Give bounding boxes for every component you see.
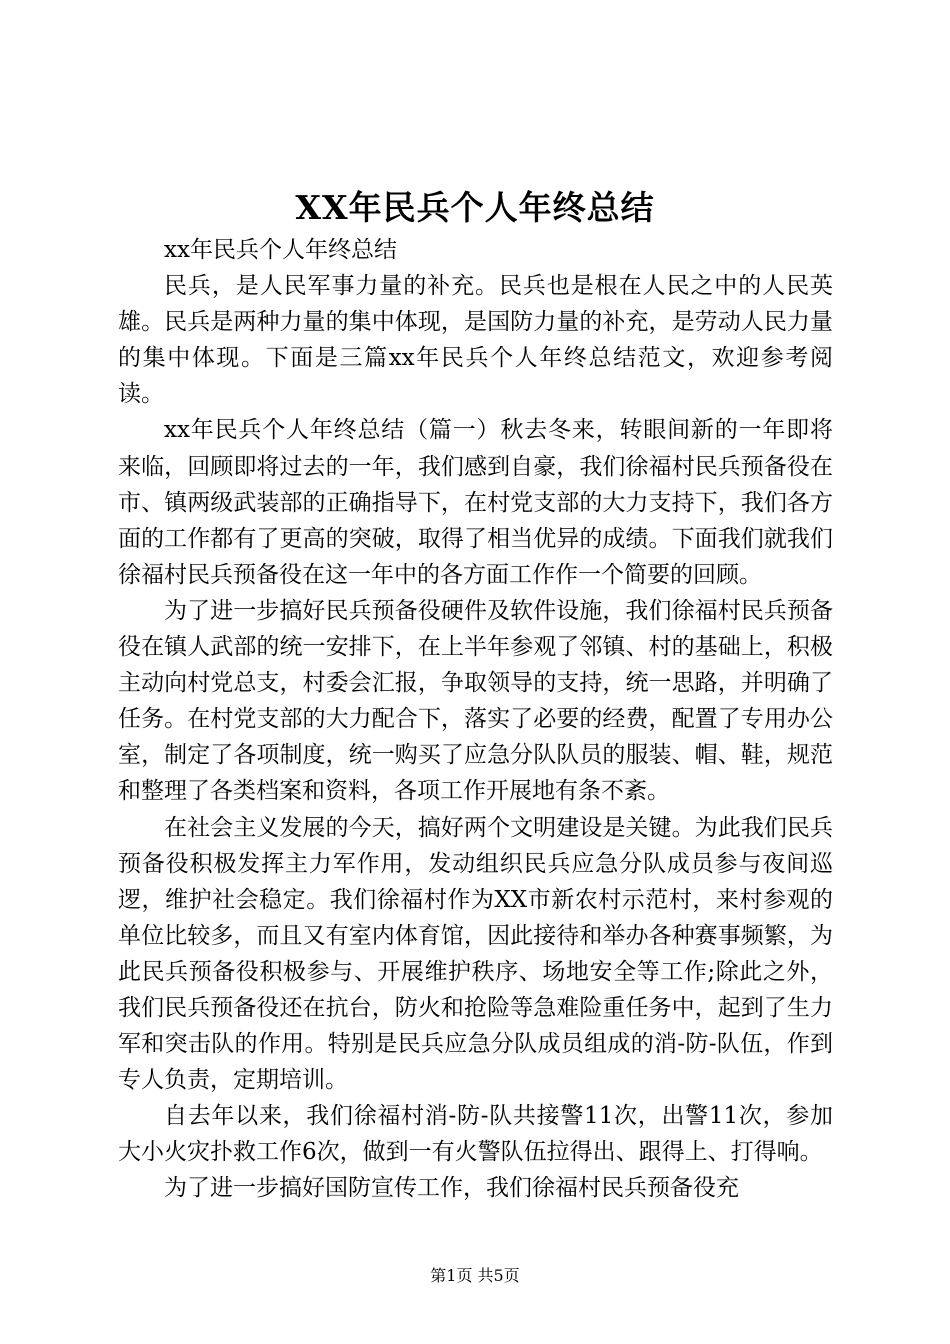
paragraph-facilities: 为了进一步搞好民兵预备役硬件及软件设施，我们徐福村民兵预备役在镇人武部的统一安排下，在上半年参观了邻镇、村的基础上，积极主动向村党总支，村委会汇报，争取领导的支持，统一思路，并明确了任务。在村党支部的大力配合下，落实了必要的经费，配置了专用办公室，制定了各项制度，统一购买了应急分队队员的服装、帽、鞋，规范和整理了各类档案和资料，各项工作开展地有条不紊。 xyxy=(118,597,833,805)
paragraph-fire-stats: 自去年以来，我们徐福村消-防-队共接警11次，出警11次，参加大小火灾扑救工作6次，做到一有火警队伍拉得出、跟得上、打得响。 xyxy=(118,1103,833,1166)
paragraph-defense-promo: 为了进一步搞好国防宣传工作，我们徐福村民兵预备役充 xyxy=(164,1175,739,1202)
paragraph-subtitle: xx年民兵个人年终总结 xyxy=(164,237,397,263)
paragraph-part-one: xx年民兵个人年终总结（篇一）秋去冬来，转眼间新的一年即将来临，回顾即将过去的一年，我们感到自豪，我们徐福村民兵预备役在市、镇两级武装部的正确指导下，在村党支部的大力支持下，我们各方面的工作都有了更高的突破，取得了相当优异的成绩。下面我们就我们徐福村民兵预备役在这一年中的各方面工作作一个简要的回顾。 xyxy=(118,417,833,588)
document-title: XX年民兵个人年终总结 xyxy=(295,188,655,227)
paragraph-civilization: 在社会主义发展的今天，搞好两个文明建设是关键。为此我们民兵预备役积极发挥主力军作用，发动组织民兵应急分队成员参与夜间巡逻，维护社会稳定。我们徐福村作为XX市新农村示范村，来村参观的单位比较多，而且又有室内体育馆，因此接待和举办各种赛事频繁，为此民兵预备役积极参与、开展维护秩序、场地安全等工作;除此之外，我们民兵预备役还在抗台，防火和抢险等急难险重任务中，起到了生力军和突击队的作用。特别是民兵应急分队成员组成的消-防-队伍，作到专人负责，定期培训。 xyxy=(118,814,833,1094)
paragraph-intro: 民兵，是人民军事力量的补充。民兵也是根在人民之中的人民英雄。民兵是两种力量的集中体现，是国防力量的补充，是劳动人民力量的集中体现。下面是三篇xx年民兵个人年终总结范文，欢迎参考阅读。 xyxy=(118,273,833,408)
page-number-footer: 第1页 共5页 xyxy=(430,1266,520,1285)
document-body xyxy=(118,232,833,1207)
